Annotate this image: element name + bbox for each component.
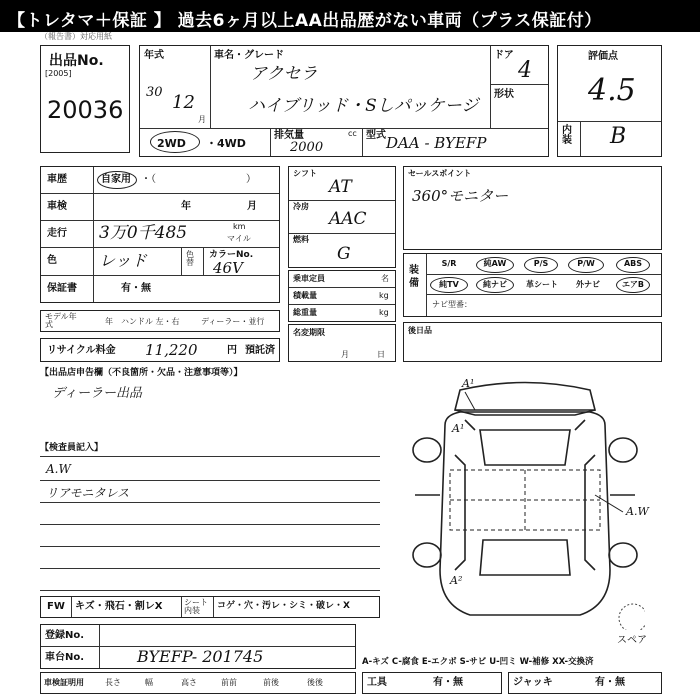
- doors-value: 4: [518, 58, 532, 83]
- mileage-unit-km: km: [233, 222, 246, 231]
- inspection-label: 車検: [47, 201, 67, 212]
- mileage-label: 走行: [47, 228, 67, 239]
- color-code-label: カラーNo.: [209, 250, 254, 260]
- chassis-label: 車台No.: [45, 652, 85, 663]
- model-year-strip: [40, 310, 280, 332]
- displacement-label: 排気量: [274, 130, 304, 141]
- mileage-value: 3万0千485: [99, 223, 188, 243]
- reg-box: [40, 624, 356, 669]
- seller-notes-label: 【出品店申告欄（不良箇所・欠品・注意事項等）】: [40, 368, 243, 378]
- model-label: 型式: [366, 130, 386, 141]
- damage-mark-left: A¹: [452, 422, 465, 435]
- color-change-label: 色替: [186, 250, 194, 267]
- tools-box: [362, 672, 502, 694]
- score-value: 4.5: [588, 73, 636, 108]
- jack-label: ジャッキ: [513, 677, 553, 688]
- weight-unit: kg: [379, 308, 389, 317]
- damage-legend: A-キズ C-腐食 E-エクボ S-サビ U-凹ミ W-補修 XX-交換済: [362, 657, 594, 667]
- damage-mark-rear: A²: [450, 574, 463, 587]
- load-label: 積載量: [293, 291, 317, 300]
- equipment-box: [403, 253, 662, 317]
- navi-model-label: ナビ型番：: [432, 300, 472, 309]
- model-year-unit: 年: [105, 317, 113, 326]
- equip-ext-navi: 外ナビ: [576, 280, 600, 289]
- spare-label: スペア: [617, 635, 647, 646]
- weight-label: 総重量: [293, 308, 317, 317]
- inspector-line2: リアモニタレス: [46, 486, 130, 500]
- recycle-box: [40, 338, 280, 362]
- banner-title: 【トレタマ＋保証 】 過去6ヶ月以上AA出品歴がない車両（プラス保証付）: [0, 0, 700, 32]
- reg-label: 登録No.: [45, 630, 85, 641]
- recycle-value: 11,220: [145, 341, 198, 359]
- drive-4wd: ・4WD: [206, 137, 246, 150]
- seat-value: コゲ・穴・汚レ・シミ・破レ・X: [217, 601, 350, 611]
- interior-label: 内装: [562, 125, 572, 146]
- shift-value: AT: [329, 177, 352, 197]
- spec-box: [288, 166, 396, 268]
- name-change-day: 日: [377, 350, 385, 359]
- color-value: レッド: [99, 251, 147, 270]
- damage-mark-right: A.W: [626, 505, 649, 518]
- cert-box: [40, 672, 356, 694]
- name-change-month: 月: [341, 350, 349, 359]
- recycle-unit: 円: [227, 345, 237, 356]
- displacement-value: 2000: [290, 140, 324, 155]
- equip-navi: 純ナビ: [483, 280, 507, 289]
- drive-2wd: 2WD: [157, 137, 186, 150]
- vehicle-box: [139, 45, 549, 157]
- warranty-value: 有・無: [121, 283, 151, 294]
- equip-pw: P/W: [577, 259, 595, 268]
- lot-label: 出品No.: [49, 53, 104, 69]
- history-table: [40, 166, 280, 303]
- year-label: 年式: [144, 50, 164, 61]
- history-label: 車歴: [47, 174, 67, 185]
- tools-label: 工具: [367, 677, 387, 688]
- cert-width: 幅: [145, 678, 153, 687]
- inspection-month-unit: 月: [247, 201, 257, 212]
- car-grade: ハイブリッド・Sしパッケージ: [248, 96, 479, 116]
- displacement-unit: cc: [348, 129, 357, 138]
- cert-height: 高さ: [181, 678, 197, 687]
- equip-tv: 純TV: [439, 280, 459, 289]
- form-partial-heading: （報告書）対応用紙: [40, 32, 112, 41]
- ac-label: 冷房: [293, 202, 309, 211]
- sales-point-box: [403, 166, 662, 250]
- lot-number: 20036: [47, 96, 124, 124]
- name-change-box: [288, 324, 396, 362]
- equip-abs: ABS: [623, 259, 643, 268]
- score-label: 評価点: [588, 51, 618, 62]
- jack-value: 有・無: [595, 677, 625, 688]
- doors-label: ドア: [494, 50, 514, 61]
- load-unit: kg: [379, 291, 389, 300]
- warranty-label: 保証書: [47, 283, 77, 294]
- lot-box: [40, 45, 130, 153]
- cert-label: 車検証明用: [44, 678, 84, 687]
- seat-label: シート内装: [184, 598, 208, 615]
- interior-value: B: [610, 124, 627, 149]
- month-value: 12: [172, 92, 195, 113]
- year-value: 30: [146, 85, 163, 100]
- inspector-line1: A.W: [46, 462, 71, 476]
- model-value: DAA - BYEFP: [386, 134, 487, 152]
- recycle-label: リサイクル料金: [47, 345, 116, 356]
- mileage-unit-mile: マイル: [227, 234, 251, 243]
- capacity-box: [288, 270, 396, 322]
- cert-length: 長さ: [105, 678, 121, 687]
- jack-box: [508, 672, 662, 694]
- fw-label: FW: [47, 601, 65, 612]
- cert-rr: 後後: [307, 678, 323, 687]
- equip-leather: 革シート: [526, 280, 558, 289]
- chassis-value: BYEFP- 201745: [137, 647, 264, 666]
- handle-options: ハンドル 左・右: [121, 317, 180, 326]
- seats-label: 乗車定員: [293, 274, 325, 283]
- late-items-box: [403, 322, 662, 362]
- fw-value: キズ・飛石・割レX: [75, 601, 163, 612]
- car-name: アクセラ: [250, 64, 318, 84]
- shape-label: 形状: [494, 89, 514, 100]
- tools-value: 有・無: [433, 677, 463, 688]
- equip-sr: S/R: [441, 259, 457, 268]
- equipment-label: 装備: [409, 265, 419, 289]
- equip-airbag: エアB: [621, 280, 645, 289]
- seller-notes-value: ディーラー出品: [52, 386, 142, 401]
- seats-unit: 名: [381, 274, 389, 283]
- sales-point-label: セールスポイント: [408, 169, 472, 178]
- lot-tag: [2005]: [45, 69, 72, 78]
- color-label: 色: [47, 255, 57, 266]
- fuel-value: G: [337, 244, 351, 264]
- name-label: 車名・グレード: [214, 50, 284, 61]
- dealer-options: ディーラー・並行: [201, 317, 265, 326]
- history-rest: ・（ ）: [141, 174, 256, 185]
- shift-label: シフト: [293, 169, 317, 178]
- inspection-year-unit: 年: [181, 201, 191, 212]
- check-strip: [40, 596, 380, 618]
- recycle-status: 預託済: [245, 345, 275, 356]
- equip-ps: P/S: [533, 259, 549, 268]
- score-box: [557, 45, 662, 157]
- equip-aw: 純AW: [483, 259, 507, 268]
- fuel-label: 燃料: [293, 235, 309, 244]
- car-diagram: [405, 370, 645, 630]
- history-value: 自家用: [101, 174, 131, 185]
- sales-point-value: 360°モニター: [412, 187, 509, 205]
- cert-ff: 前前: [221, 678, 237, 687]
- month-unit: 月: [198, 115, 206, 124]
- damage-mark-front: A¹: [462, 377, 475, 390]
- color-code-value: 46V: [213, 259, 243, 277]
- ac-value: AAC: [329, 209, 367, 229]
- inspector-label: 【検査員記入】: [40, 443, 104, 453]
- model-year-label: モデル年式: [45, 312, 77, 329]
- late-items-label: 後日品: [408, 326, 432, 335]
- cert-fr: 前後: [263, 678, 279, 687]
- name-change-label: 名変期限: [293, 328, 325, 337]
